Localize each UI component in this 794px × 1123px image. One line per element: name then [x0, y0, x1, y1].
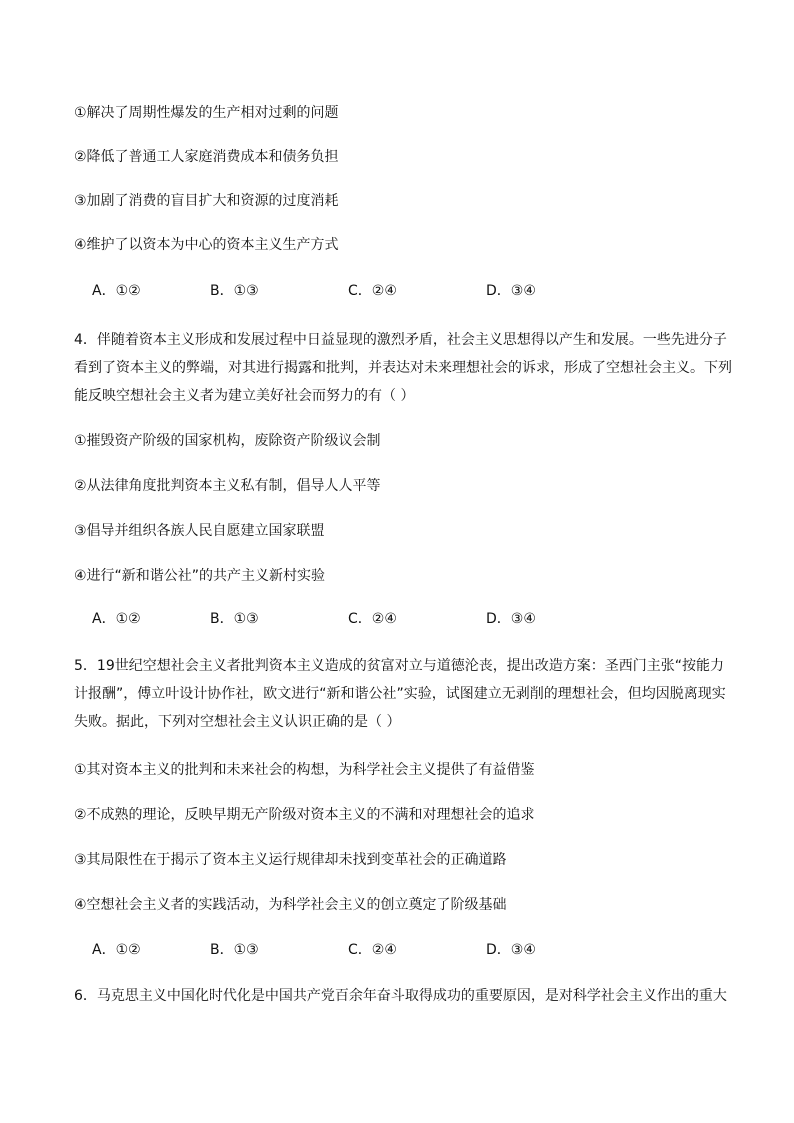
q5-option-1: ①其对资本主义的批判和未来社会的构想，为科学社会主义提供了有益借鉴 — [74, 762, 535, 778]
q4-stem: 4．伴随着资本主义形成和发展过程中日益显现的激烈矛盾，社会主义思想得以产生和发展。一些先进分子看到了资本主义的弊端，对其进行揭露和批判，并表达对未来理想社会的诉求，形成了空想社会主义。下列能反映空想社会主义者为建立美好社会而努力的有（ ） — [74, 332, 732, 404]
q4-choice-a[interactable]: A．①② — [92, 611, 141, 627]
q4-choice-c[interactable]: C．②④ — [348, 611, 397, 627]
q4-option-1: ①摧毁资产阶级的国家机构，废除资产阶级议会制 — [74, 433, 381, 449]
q5-option-3: ③其局限性在于揭示了资本主义运行规律却未找到变革社会的正确道路 — [74, 852, 507, 868]
q3-option-1: ①解决了周期性爆发的生产相对过剩的问题 — [74, 105, 339, 121]
q3-choice-a[interactable]: A．①② — [92, 283, 141, 299]
q3-option-3: ③加剧了消费的盲目扩大和资源的过度消耗 — [74, 193, 339, 209]
q5-choice-a[interactable]: A．①② — [92, 942, 141, 958]
q4-option-3: ③倡导并组织各族人民自愿建立国家联盟 — [74, 523, 325, 539]
q6-stem: 6．马克思主义中国化时代化是中国共产党百余年奋斗取得成功的重要原因，是对科学社会主义作出的重大 — [74, 988, 727, 1004]
q3-choice-c[interactable]: C．②④ — [348, 283, 397, 299]
q3-choice-b[interactable]: B．①③ — [210, 283, 259, 299]
q3-choice-d[interactable]: D．③④ — [486, 283, 536, 299]
q4-choice-d[interactable]: D．③④ — [486, 611, 536, 627]
q4-choice-b[interactable]: B．①③ — [210, 611, 259, 627]
q5-option-4: ④空想社会主义者的实践活动，为科学社会主义的创立奠定了阶级基础 — [74, 897, 507, 913]
q5-stem: 5．19世纪空想社会主义者批判资本主义造成的贫富对立与道德沦丧，提出改造方案：圣西门主张“按能力计报酬”，傅立叶设计协作社，欧文进行“新和谐公社”实验，试图建立无剥削的理想社会，但均因脱离现实失败。据此，下列对空想社会主义认识正确的是（ ） — [74, 658, 726, 730]
q3-option-4: ④维护了以资本为中心的资本主义生产方式 — [74, 237, 339, 253]
q3-option-2: ②降低了普通工人家庭消费成本和债务负担 — [74, 149, 339, 165]
q5-choice-d[interactable]: D．③④ — [486, 942, 536, 958]
q4-option-4: ④进行“新和谐公社”的共产主义新村实验 — [74, 568, 326, 584]
q4-option-2: ②从法律角度批判资本主义私有制，倡导人人平等 — [74, 478, 381, 494]
q5-choice-c[interactable]: C．②④ — [348, 942, 397, 958]
q5-option-2: ②不成熟的理论，反映早期无产阶级对资本主义的不满和对理想社会的追求 — [74, 807, 535, 823]
q5-choice-b[interactable]: B．①③ — [210, 942, 259, 958]
